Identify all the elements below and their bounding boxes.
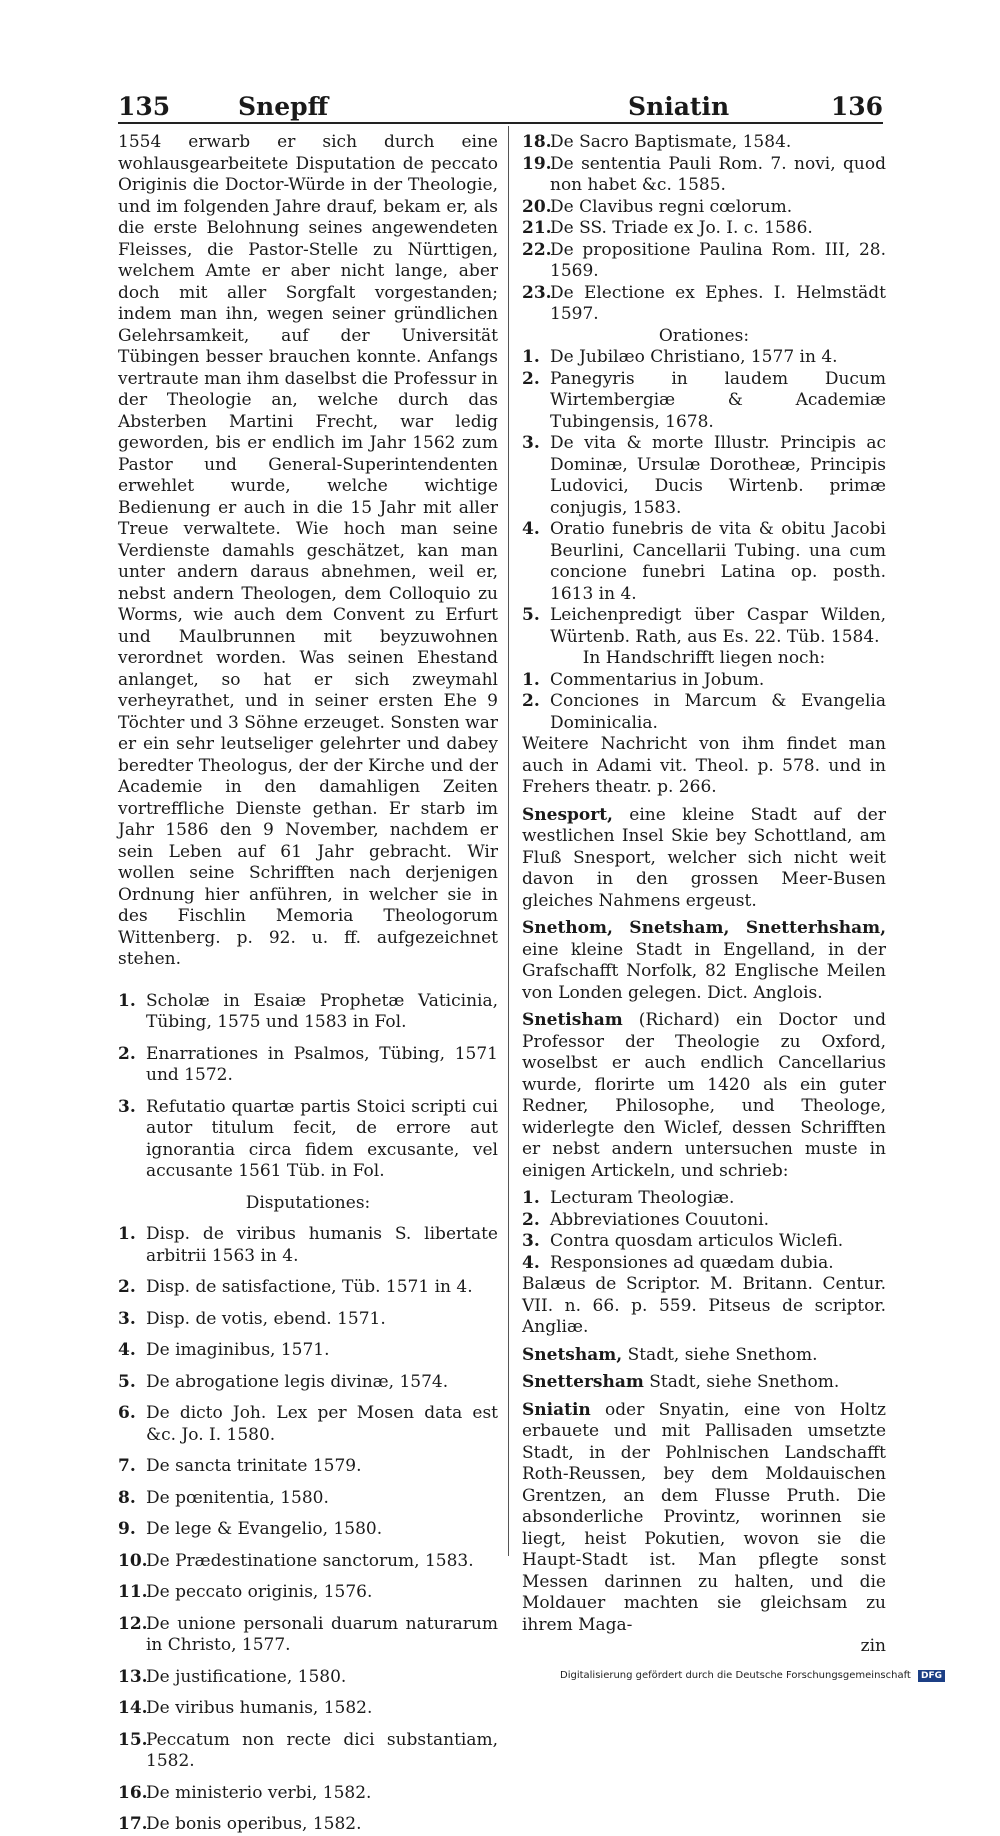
item-number: 15. [118,1729,148,1750]
list-item [522,605,886,648]
entry-text: (Richard) ein Doctor und Professor der Theologie zu Oxford, woselbst er auch endlich Cancellarius wurde, florirte um 1420 als ein guter Redner, Philosophe, und Theologe, widerlegte den Wiclef, dessen Schrifften er nebst andern untersuchen muste in einigen Artickeln, und schrieb: [522,1010,886,1181]
right-column [522,132,886,1658]
list-item [118,1698,498,1720]
list-item [118,1667,498,1689]
list-item [522,347,886,369]
left-column [118,132,498,1836]
section-heading: Disputationes: [245,1192,371,1213]
list-item [522,154,886,197]
item-number: 20. [522,196,552,217]
list-item [118,1340,498,1362]
column-divider [508,126,509,1556]
item-text: Abbreviationes Couutoni. [550,1209,770,1230]
list-item [522,691,886,734]
item-text: De abrogatione legis divinæ, 1574. [146,1371,449,1392]
item-number: 1. [522,347,540,367]
disputationes-list-continued [522,132,886,326]
item-text: De Electione ex Ephes. I. Helmstädt 1597. [550,282,886,324]
item-number: 3. [118,1096,136,1117]
item-number: 9. [118,1519,136,1539]
item-number: 18. [522,132,552,152]
item-number: 3. [522,1231,540,1251]
item-text: Leichenpredigt über Caspar Wilden, Würtenb. Rath, aus Es. 22. Tüb. 1584. [550,605,886,647]
item-text: Contra quosdam articulos Wiclefi. [550,1231,844,1251]
item-number: 19. [522,153,552,174]
item-text: Panegyris in laudem Ducum Wirtembergiæ & Academiæ Tubingensis, 1678. [550,368,886,432]
list-item [522,283,886,326]
item-number: 2. [118,1277,136,1297]
item-text: Peccatum non recte dici substantiam, 1582. [146,1729,498,1771]
list-item [118,1551,498,1573]
item-text: Lecturam Theologiæ. [550,1188,735,1208]
entry-text: oder Snyatin, eine von Holtz erbauete und mit Pallisaden umsetzte Stadt, in der Pohlnischen Landschafft Roth-Reussen, bey dem Moldauischen Grentzen, an dem Flusse Pruth. Die absonderliche Provintz, worinnen sie liegt, heist Pokutien, wovon sie die Haupt-Stadt ist. Man pflegte sonst Messen darinnen zu halten, und die Moldauer machten sie gleichsam zu ihrem Maga- [522,1399,886,1635]
list-item [118,1044,498,1087]
item-text: Scholæ in Esaiæ Prophetæ Vaticinia, Tübing, 1575 und 1583 in Fol. [146,990,498,1032]
source-reference: Balæus de Scriptor. M. Britann. Centur. VII. n. 66. p. 559. Pitseus de scriptor. Angliæ. [522,1274,886,1337]
item-text: De peccato originis, 1576. [146,1582,373,1602]
item-number: 14. [118,1698,148,1718]
item-text: Disp. de viribus humanis S. libertate arbitrii 1563 in 4. [146,1224,498,1266]
item-text: De imaginibus, 1571. [146,1340,330,1360]
list-item [118,1277,498,1299]
dictionary-entry [522,918,886,1004]
page-number-left: 135 [118,92,171,121]
footer-text: Digitalisierung gefördert durch die Deutsche Forschungsgemeinschaft [560,1670,911,1681]
item-number: 5. [522,605,540,625]
item-number: 2. [522,691,540,711]
manuscripts-list [522,670,886,735]
item-number: 21. [522,218,552,238]
list-item [118,1224,498,1267]
list-item [522,197,886,219]
dictionary-entry [522,1010,886,1182]
item-text: De ministerio verbi, 1582. [146,1782,372,1803]
item-number: 2. [118,1043,136,1064]
disputationes-list [118,1224,498,1836]
item-number: 12. [118,1613,148,1634]
item-text: De pœnitentia, 1580. [146,1487,329,1508]
item-number: 11. [118,1582,148,1602]
entry-text: Stadt, siehe Snethom. [622,1344,818,1365]
item-number: 2. [522,368,540,389]
list-item [118,1614,498,1657]
item-number: 6. [118,1403,136,1423]
entry-lemma: Snethom, Snetsham, Snetterhsham, [522,918,886,938]
item-number: 8. [118,1487,136,1508]
item-number: 13. [118,1666,148,1687]
list-item [118,1783,498,1805]
item-text: Disp. de votis, ebend. 1571. [146,1308,386,1329]
list-item [118,1372,498,1394]
item-text: Responsiones ad quædam dubia. [550,1252,834,1273]
item-number: 4. [118,1340,136,1360]
item-text: Oratio funebris de vita & obitu Jacobi Beurlini, Cancellarii Tubing. una cum concione funebri Latina op. posth. 1613 in 4. [550,519,886,604]
orationes-list [522,347,886,648]
list-item [118,1814,498,1836]
item-text: Enarrationes in Psalmos, Tübing, 1571 und 1572. [146,1043,498,1085]
entry-lemma: Snetisham [522,1010,623,1030]
section-heading: In Handschrifft liegen noch: [582,648,826,668]
item-text: De Sacro Baptismate, 1584. [550,132,792,152]
item-text: Conciones in Marcum & Evangelia Dominicalia. [550,691,886,733]
list-item [522,1231,886,1253]
list-item [522,1253,886,1275]
list-item [118,1730,498,1773]
entry-text: eine kleine Stadt in Engelland, in der Grafschafft Norfolk, 82 Englische Meilen von Londen gelegen. Dict. Anglois. [522,939,886,1003]
further-reference: Weitere Nachricht von ihm findet man auch in Adami vit. Theol. p. 578. und in Frehers theatr. p. 266. [522,734,886,797]
list-item [522,519,886,605]
item-text: De lege & Evangelio, 1580. [146,1519,383,1539]
item-text: De unione personali duarum naturarum in Christo, 1577. [146,1613,498,1655]
list-item [522,132,886,154]
list-item [522,1188,886,1210]
item-number: 23. [522,282,552,303]
entry-lemma: Snesport, [522,804,613,825]
list-item [118,1403,498,1446]
catchword: zin [860,1636,886,1656]
item-number: 1. [522,1188,540,1208]
running-title-right: Sniatin [628,92,730,121]
list-item [118,1519,498,1541]
entry-text: Stadt, siehe Snethom. [643,1372,840,1392]
item-text: De propositione Paulina Rom. III, 28. 1569. [550,239,886,281]
item-text: Disp. de satisfactione, Tüb. 1571 in 4. [146,1277,473,1297]
list-item [522,218,886,240]
list-item [522,1210,886,1232]
digitization-footer [560,1670,1000,1682]
item-number: 1. [118,990,136,1011]
item-number: 22. [522,239,552,260]
entry-lemma: Snetsham, [522,1344,623,1365]
item-number: 3. [522,433,540,453]
section-heading: Orationes: [658,325,750,346]
item-number: 1. [522,669,540,690]
item-text: De Jubilæo Christiano, 1577 in 4. [550,347,838,367]
works-list [118,991,498,1183]
dictionary-entry [522,1345,886,1367]
item-number: 5. [118,1371,136,1392]
list-item [522,369,886,434]
item-number: 4. [522,1252,540,1273]
item-text: De SS. Triade ex Jo. I. c. 1586. [550,218,813,238]
list-item [118,1456,498,1478]
item-number: 17. [118,1814,148,1834]
item-text: Refutatio quartæ partis Stoici scripti cui autor titulum fecit, de errore aut ignorantia circa fidem excusante, vel accusante 1561 Tüb. in Fol. [146,1096,498,1181]
item-text: De justificatione, 1580. [146,1666,347,1687]
item-number: 10. [118,1550,148,1571]
item-text: De bonis operibus, 1582. [146,1814,362,1834]
item-text: De sancta trinitate 1579. [146,1456,362,1476]
item-number: 7. [118,1456,136,1476]
item-number: 3. [118,1308,136,1329]
entry-text: eine kleine Stadt auf der westlichen Insel Skie bey Schottland, am Fluß Snesport, welcher sich nicht weit davon in den grossen Meer-Busen gleiches Nahmens ergeust. [522,804,886,911]
entry-lemma: Sniatin [522,1399,591,1420]
list-item [522,670,886,692]
running-title-left: Snepff [238,92,329,121]
item-text: De Prædestinatione sanctorum, 1583. [146,1550,474,1571]
item-number: 1. [118,1224,136,1244]
entry-lemma: Snettersham [522,1372,644,1392]
dictionary-entry [522,1372,886,1394]
dictionary-entry [522,1400,886,1637]
item-number: 2. [522,1209,540,1230]
list-item [118,1488,498,1510]
dictionary-entry [522,805,886,913]
list-item [118,1582,498,1604]
item-text: De dicto Joh. Lex per Mosen data est &c. Jo. I. 1580. [146,1403,498,1445]
item-text: Commentarius in Jobum. [550,669,765,690]
page-number-right: 136 [830,92,883,121]
snetisham-works-list [522,1188,886,1274]
biography-paragraph: 1554 erwarb er sich durch eine wohlausgearbeitete Disputation de peccato Originis die Doctor-Würde in der Theologie, und im folgenden Jahre drauf, bekam er, als die erste Belohnung seines angewendeten Fleisses, die Pastor-Stelle zu Nürttigen, welchem Amte er aber nicht lange, aber doch mit aller Sorgfalt vorgestanden; indem man ihn, wegen seiner gründlichen Gelehrsamkeit, auf der Universität Tübingen besser brauchen konnte. Anfangs vertraute man ihm daselbst die Professur in der Theologie an, welche durch das Absterben Martini Frecht, war ledig geworden, bis er endlich im Jahr 1562 zum Pastor und General-Superintendenten erwehlet wurde, welche wichtige Bedienung er auch in die 15 Jahr mit aller Treue verwaltete. Wie hoch man seine Verdienste damahls geschätzet, kan man unter andern daraus abnehmen, weil er, nebst andern Theologen, dem Colloquio zu Worms, wie auch dem Convent zu Erfurt und Maulbrunnen mit beyzuwohnen verordnet worden. Was seinen Ehestand anlanget, so hat er sich zweymahl verheyrathet, und in seiner ersten Ehe 9 Töchter und 3 Söhne erzeuget. Sonsten war er ein sehr leutseliger gelehrter und dabey beredter Theologus, der der Kirche und der Academie in den damahligen Zeiten vortreffliche Dienste gethan. Er starb im Jahr 1586 den 9 November, nachdem er sein Leben auf 61 Jahr gebracht. Wir wollen seine Schrifften nach derjenigen Ordnung hier anführen, in welcher sie in des Fischlin Memoria Theologorum Wittenberg. p. 92. u. ff. aufgezeichnet stehen. [118,132,498,969]
list-item [522,240,886,283]
item-text: De viribus humanis, 1582. [146,1698,373,1718]
item-text: De sententia Pauli Rom. 7. novi, quod non habet &c. 1585. [550,153,886,195]
item-text: De Clavibus regni cœlorum. [550,196,793,217]
list-item [118,991,498,1034]
list-item [522,433,886,519]
list-item [118,1097,498,1183]
item-number: 4. [522,519,540,539]
page-header [118,92,883,124]
dfg-logo: DFG [918,1670,945,1682]
item-text: De vita & morte Illustr. Principis ac Dominæ, Ursulæ Dorotheæ, Principis Ludovici, Ducis Wirtenb. primæ conjugis, 1583. [550,433,886,518]
item-number: 16. [118,1782,148,1803]
list-item [118,1309,498,1331]
header-rule [118,122,883,124]
